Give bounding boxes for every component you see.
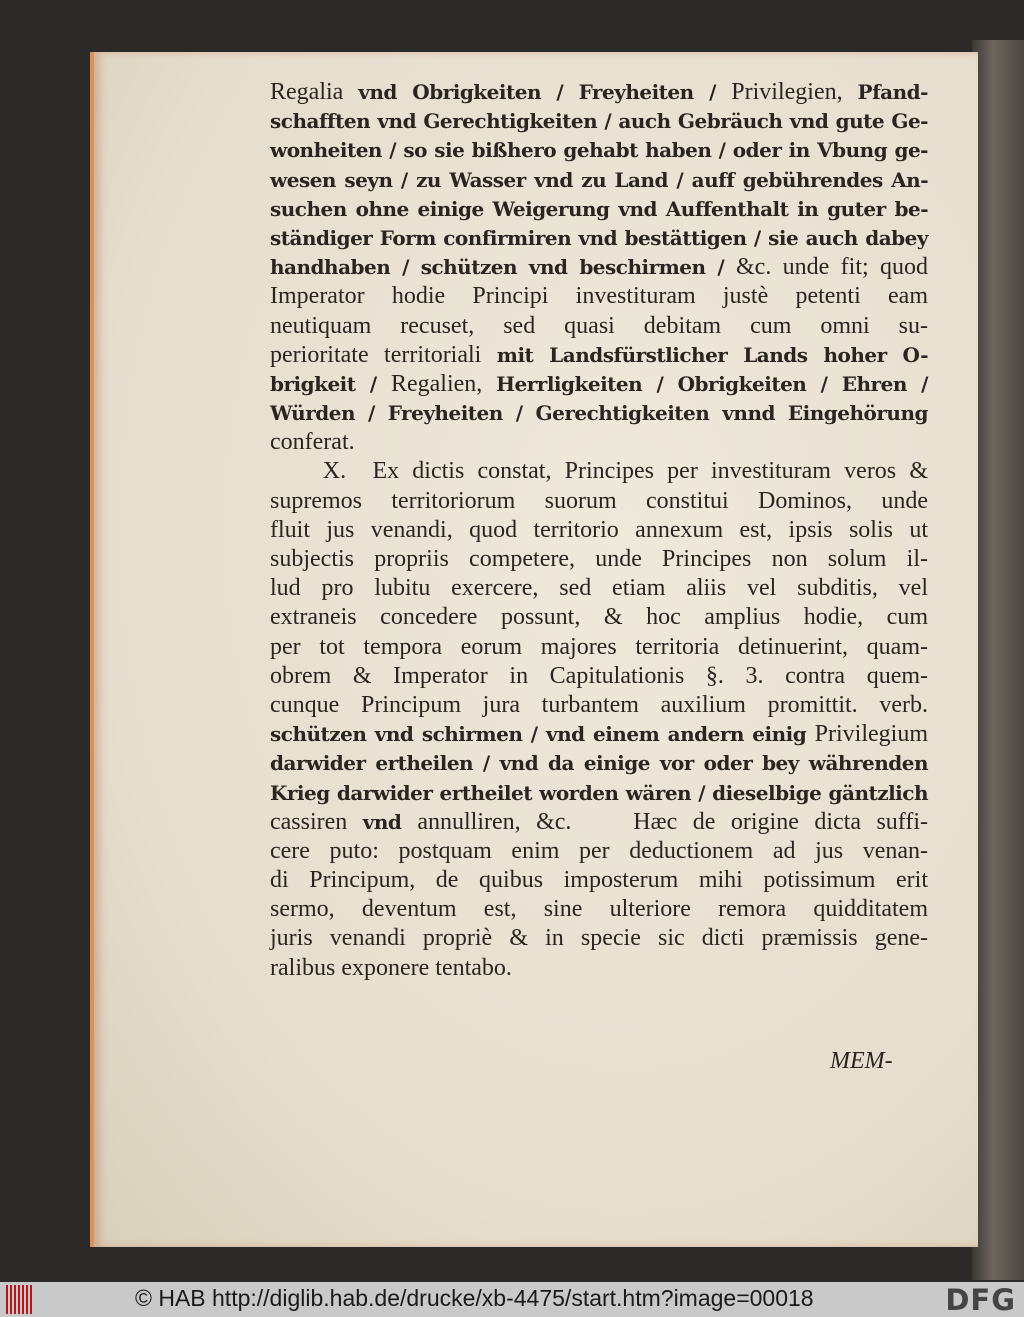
latin-text: X. Ex dictis constat, Principes per investituram veros & [270,458,928,485]
fraktur-text: ständiger Form confirmiren vnd bestättigen / sie auch dabey [270,225,928,250]
latin-text: Privilegium [814,721,928,748]
text-line [270,253,928,282]
fraktur-text: schafften vnd Gerechtigkeiten / auch Gebräuch vnd gute Ge- [270,109,928,134]
latin-text: annulliren, &c. Hæc de origine dicta suffi- [417,808,928,835]
fraktur-text: brigkeit / [270,371,391,396]
latin-text: Imperator hodie Principi investituram justè petenti eam [270,283,928,310]
text-line [270,779,928,808]
latin-text: &c. unde fit; quod [736,254,928,281]
text-line [270,866,928,895]
copyright-url[interactable]: © HAB http://diglib.hab.de/drucke/xb-4475/start.htm?image=00018 [135,1285,814,1311]
text-line [270,662,928,691]
text-line [270,574,928,603]
fraktur-text: Herrligkeiten / Obrigkeiten / Ehren / [496,371,928,396]
latin-text: Regalia [270,79,359,105]
text-line [270,370,928,399]
text-line [270,107,928,136]
latin-text: conferat. [270,429,355,456]
fraktur-text: vnd [362,809,418,834]
latin-text: sermo, deventum est, sine ulteriore remora quidditatem [270,896,928,923]
text-line [270,195,928,224]
text-line [270,603,928,632]
text-line [270,720,928,749]
text-line [270,78,928,107]
latin-text: di Principum, de quibus imposterum mihi potissimum erit [270,867,928,894]
latin-text: lud pro lubitu exercere, sed etiam aliis vel subditis, vel [270,575,928,602]
latin-text: juris venandi propriè & in specie sic dicti præmissis gene- [270,925,928,952]
fraktur-text: vnd Obrigkeiten / Freyheiten / [358,80,732,104]
text-line [270,633,928,662]
text-line [270,312,928,341]
fraktur-text: suchen ohne einige Weigerung vnd Auffenthalt in guter be- [270,196,928,221]
text-line [270,808,928,837]
text-line [270,428,928,457]
text-line [270,749,928,778]
text-line [270,224,928,253]
text-line [270,954,928,983]
latin-text: per tot tempora eorum majores territoria detinuerint, quam- [270,633,928,660]
text-line [270,545,928,574]
catchword: MEM- [830,1048,893,1074]
fraktur-text: Krieg darwider ertheilet worden wären / dieselbige gäntzlich [270,780,928,805]
latin-text: cassiren [270,808,363,835]
latin-text: perioritate territoriali [270,341,497,368]
fraktur-text: Pfand- [857,80,928,104]
hab-logo-icon [6,1285,32,1314]
latin-text: fluit jus venandi, quod territorio annexum est, ipsis solis ut [270,516,928,543]
latin-text: cunque Principum jura turbantem auxilium promittit. verb. [270,691,928,718]
fraktur-text: mit Landsfürstlicher Lands hoher O- [496,342,928,367]
latin-text: ralibus exponere tentabo. [270,954,512,981]
latin-text: extraneis concedere possunt, & hoc amplius hodie, cum [270,604,928,631]
text-line [270,837,928,866]
fraktur-text: wonheiten / so sie bißhero gehabt haben / oder in Vbung ge- [270,138,928,163]
text-line [270,166,928,195]
text-line [270,487,928,516]
text-line [270,282,928,311]
fraktur-text: Würden / Freyheiten / Gerechtigkeiten vnnd Eingehörung [270,401,928,426]
text-line [270,516,928,545]
fraktur-text: wesen seyn / zu Wasser vnd zu Land / auff gebührendes An- [270,167,928,192]
text-line [270,399,928,428]
latin-text: Regalien, [390,370,497,397]
latin-text: obrem & Imperator in Capitulationis §. 3. contra quem- [270,662,928,689]
latin-text: Privilegien, [731,79,858,105]
latin-text: supremos territoriorum suorum constitui Dominos, unde [270,487,928,514]
text-line [270,895,928,924]
latin-text: subjectis propriis competere, unde Principes non solum il- [270,546,928,572]
footer-bar [0,1282,1024,1317]
latin-text: cere puto: postquam enim per deductionem ad jus venan- [270,837,928,864]
book-spine [972,40,1024,1280]
latin-text: neutiquam recuset, sed quasi debitam cum omni su- [270,312,928,339]
text-line [270,457,928,486]
text-line [270,691,928,720]
fraktur-text: handhaben / schützen vnd beschirmen / [270,255,736,280]
text-line [270,924,928,953]
dfg-logo: DFG [945,1283,1016,1317]
text-line [270,341,928,370]
text-line [270,136,928,165]
page-text [270,78,928,983]
fraktur-text: darwider ertheilen / vnd da einige vor oder bey währenden [270,751,928,776]
fraktur-text: schützen vnd schirmen / vnd einem andern einig [270,722,815,747]
